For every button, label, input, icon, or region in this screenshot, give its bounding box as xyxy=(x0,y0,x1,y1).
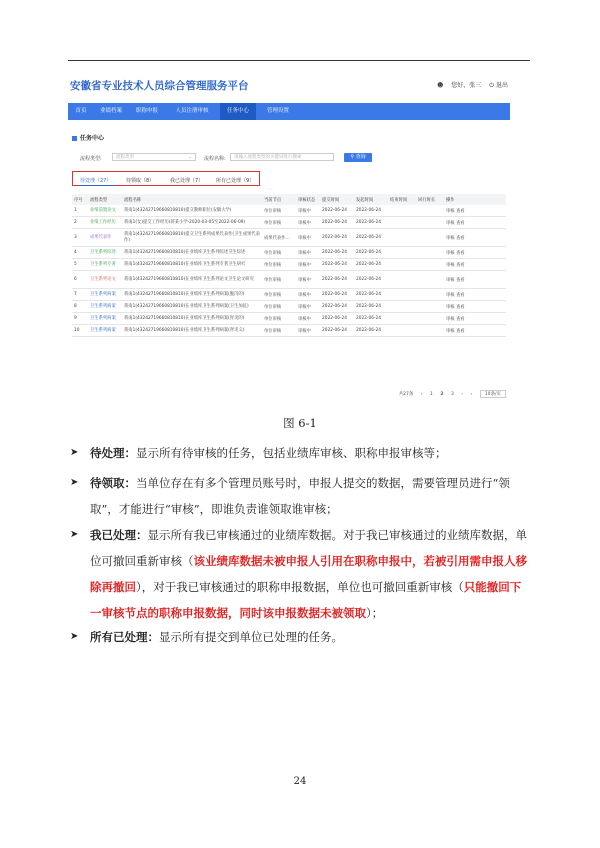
row-start-time: 2022-06-24 xyxy=(354,229,388,247)
page-1[interactable]: 1 xyxy=(430,392,433,397)
platform-title: 安徽省专业技术人员综合管理服务平台 xyxy=(70,80,249,92)
platform-screenshot xyxy=(68,70,510,402)
active-tab-underline xyxy=(80,185,115,186)
row-duration xyxy=(416,325,444,337)
row-no: 10 xyxy=(72,325,88,337)
col-actions: 操作 xyxy=(444,194,506,205)
row-no: 1 xyxy=(72,205,88,217)
header-rule xyxy=(68,60,530,61)
table-row xyxy=(72,217,506,229)
main-nav xyxy=(68,103,510,120)
row-end-time xyxy=(388,229,416,247)
prev-page-button[interactable]: ‹ xyxy=(420,392,423,397)
row-end-time xyxy=(388,325,416,337)
row-type: 卫生系列病案 xyxy=(88,313,122,325)
task-panel xyxy=(68,126,510,402)
row-submit-time: 2022-06-24 xyxy=(320,313,354,325)
table-row xyxy=(72,205,506,217)
row-node: 单位审核 xyxy=(262,217,296,229)
row-name: 蒋南1(43242719660810810)在业绩库卫生系列病案(肾炎义) xyxy=(122,325,262,337)
row-end-time xyxy=(388,271,416,289)
row-duration xyxy=(416,259,444,271)
type-select[interactable]: 流程类型 ⌄ xyxy=(112,153,196,161)
row-node: 单位审核 xyxy=(262,259,296,271)
table-row xyxy=(72,325,506,337)
arrow-bullet-icon: ➤ xyxy=(70,477,79,488)
row-status: 审核中 xyxy=(296,217,320,229)
col-type: 流程类型 xyxy=(88,194,122,205)
row-submit-time: 2022-06-24 xyxy=(320,289,354,301)
tab-to-claim[interactable]: 待领取（8） xyxy=(126,178,155,184)
row-duration xyxy=(416,301,444,313)
row-status: 审核中 xyxy=(296,229,320,247)
row-type: 卫生系列病案 xyxy=(88,301,122,313)
bullet-claim: ➤ 待领取：当单位存在有多个管理员账号时，申报人提交的数据，需要管理员进行“领取”，才能进行“审核”，即谁负责谁领取谁审核； xyxy=(70,470,530,522)
page-3[interactable]: 3 xyxy=(450,392,454,397)
table-header xyxy=(72,194,506,205)
row-submit-time: 2022-06-24 xyxy=(320,247,354,259)
col-node: 当前节点 xyxy=(262,194,296,205)
pagination xyxy=(393,390,506,398)
page-2[interactable]: 2 xyxy=(440,392,444,397)
row-name: 蒋南1(43242719660810810)在业绩库卫生系列综述卫生综述 xyxy=(122,247,262,259)
row-start-time: 2022-06-24 xyxy=(354,325,388,337)
row-no: 4 xyxy=(72,247,88,259)
bullet-pending: ➤ 待处理：显示所有待审核的任务，包括业绩库审核、职称申报审核等； xyxy=(70,440,530,466)
row-duration xyxy=(416,229,444,247)
row-status: 审核中 xyxy=(296,205,320,217)
nav-settings[interactable]: 管理设置 xyxy=(266,108,289,114)
tab-pending[interactable]: 待处理（27） xyxy=(80,178,112,184)
col-end: 结束时间 xyxy=(388,194,416,205)
row-submit-time: 2022-06-24 xyxy=(320,301,354,313)
table-row xyxy=(72,247,506,259)
col-submit: 提交时间 xyxy=(320,194,354,205)
row-type: 卫生系列论文 xyxy=(88,271,122,289)
row-submit-time: 2022-06-24 xyxy=(320,217,354,229)
row-submit-time: 2022-06-24 xyxy=(320,325,354,337)
next-page-button[interactable]: › xyxy=(461,392,464,397)
row-submit-time: 2022-06-24 xyxy=(320,271,354,289)
row-actions[interactable]: 审核 查看 xyxy=(444,301,506,313)
row-start-time: 2022-06-24 xyxy=(354,247,388,259)
table-row xyxy=(72,259,506,271)
row-status: 审核中 xyxy=(296,289,320,301)
row-no: 9 xyxy=(72,313,88,325)
row-end-time xyxy=(388,247,416,259)
row-type: 成果代表作 xyxy=(88,229,122,247)
bullet-my-processed: ➤ 我已处理：显示所有我已审核通过的业绩库数据。对于我已审核通过的业绩库数据，单位可撤回重新审核（该业绩库数据未被申报人引用在职称申报中，若被引用需申报人移除再撤回），对于我已审核通过的职称申报数据，单位也可撤回重新审核（只能撤回下一审核节点的职称申报数据，同时该申报数据未被领取）； xyxy=(70,522,530,626)
row-name: 蒋南1(43242719660810810)提交教师职位(安徽大学) xyxy=(122,205,262,217)
row-end-time xyxy=(388,217,416,229)
nav-task-center[interactable]: 任务中心 xyxy=(220,103,256,120)
row-end-time xyxy=(388,259,416,271)
row-start-time: 2022-06-24 xyxy=(354,313,388,325)
col-duration: 回行时长 xyxy=(416,194,444,205)
row-actions[interactable]: 审核 查看 xyxy=(444,259,506,271)
nav-register-review[interactable]: 人员注册审核 xyxy=(175,108,209,114)
tab-my-processed[interactable]: 我已处理（7） xyxy=(170,178,204,184)
row-name: 蒋南1(43242719660810810)在业绩库卫生系列论文卫生论文研究 xyxy=(122,271,262,289)
page-size-select[interactable]: 10条/页 xyxy=(480,390,506,398)
panel-title: 任务中心 xyxy=(72,133,104,142)
row-type: 业绩前置论文 xyxy=(88,205,122,217)
col-status: 审核状态 xyxy=(296,194,320,205)
name-search-input[interactable]: 请输入流程类型的关键词进行搜索 xyxy=(230,153,334,161)
chevron-down-icon: ⌄ xyxy=(188,155,192,160)
row-end-time xyxy=(388,205,416,217)
row-name: 蒋南1(43242719660810810)提交卫生系列成果代表作(卫生成果代表作) xyxy=(122,229,262,247)
row-duration xyxy=(416,289,444,301)
table-body xyxy=(72,205,506,337)
nav-archive[interactable]: 业绩档案 xyxy=(99,108,122,114)
user-area xyxy=(431,80,508,90)
row-actions[interactable]: 审核 查看 xyxy=(444,325,506,337)
row-submit-time: 2022-06-24 xyxy=(320,205,354,217)
total-count: 共27条 xyxy=(398,392,414,397)
row-start-time: 2022-06-24 xyxy=(354,301,388,313)
arrow-bullet-icon: ➤ xyxy=(70,631,79,642)
row-submit-time: 2022-06-24 xyxy=(320,229,354,247)
row-no: 5 xyxy=(72,259,88,271)
row-no: 3 xyxy=(72,229,88,247)
row-name: 蒋南1(女)提交工作经历(蒋某小学-2020-03-05至2022-06-09) xyxy=(122,217,262,229)
row-node: 单位审核 xyxy=(262,289,296,301)
row-node: 单位审核 xyxy=(262,325,296,337)
row-no: 6 xyxy=(72,271,88,289)
table-row xyxy=(72,271,506,289)
table-row xyxy=(72,313,506,325)
row-actions[interactable]: 审核 查看 xyxy=(444,205,506,217)
row-start-time: 2022-06-24 xyxy=(354,259,388,271)
row-status: 审核中 xyxy=(296,313,320,325)
row-actions[interactable]: 审核 查看 xyxy=(444,229,506,247)
arrow-bullet-icon: ➤ xyxy=(70,447,79,458)
row-actions[interactable]: 审核 查看 xyxy=(444,247,506,259)
row-duration xyxy=(416,205,444,217)
nav-title-apply[interactable]: 职称申报 xyxy=(135,108,158,114)
row-end-time xyxy=(388,289,416,301)
bullet-all-processed: ➤ 所有已处理：显示所有提交到单位已处理的任务。 xyxy=(70,624,530,650)
row-actions[interactable]: 审核 查看 xyxy=(444,271,506,289)
row-type: 卫生系列病案 xyxy=(88,325,122,337)
row-start-time: 2022-06-24 xyxy=(354,289,388,301)
row-duration xyxy=(416,313,444,325)
row-type: 卫生系列专著 xyxy=(88,259,122,271)
page-number: 24 xyxy=(293,776,307,787)
row-node: 单位审核 xyxy=(262,247,296,259)
logout-icon[interactable]: ⏻ xyxy=(489,82,494,89)
row-start-time: 2022-06-24 xyxy=(354,217,388,229)
row-end-time xyxy=(388,313,416,325)
query-button[interactable]: ⚲ 查询 xyxy=(344,153,372,162)
last-page-button[interactable]: › xyxy=(470,392,473,397)
row-duration xyxy=(416,271,444,289)
row-start-time: 2022-06-24 xyxy=(354,271,388,289)
row-type: 卫生系列综述 xyxy=(88,247,122,259)
row-node: 单位审核 xyxy=(262,301,296,313)
figure-caption: 图 6-1 xyxy=(283,416,317,430)
row-type: 卫生系列病案 xyxy=(88,289,122,301)
col-no: 序号 xyxy=(72,194,88,205)
row-duration xyxy=(416,217,444,229)
col-name: 流程名称 xyxy=(122,194,262,205)
table-row xyxy=(72,301,506,313)
row-status: 审核中 xyxy=(296,247,320,259)
row-node: 单位审核 xyxy=(262,205,296,217)
row-status: 审核中 xyxy=(296,271,320,289)
row-actions[interactable]: 审核 查看 xyxy=(444,313,506,325)
logout-link[interactable]: 退出 xyxy=(495,82,508,89)
row-start-time: 2022-06-24 xyxy=(354,205,388,217)
row-no: 7 xyxy=(72,289,88,301)
name-label: 流程名称: xyxy=(204,156,226,162)
row-node: 单位审核 xyxy=(262,313,296,325)
row-end-time xyxy=(388,301,416,313)
row-submit-time: 2022-06-24 xyxy=(320,259,354,271)
row-name: 蒋南1(43242719660810810)在业绩库卫生系列病案(腹泻的) xyxy=(122,289,262,301)
row-actions[interactable]: 审核 查看 xyxy=(444,289,506,301)
table-row xyxy=(72,229,506,247)
row-name: 蒋南1(43242719660810810)在业绩库卫生系列病案(胃炎的) xyxy=(122,313,262,325)
nav-home[interactable]: 首页 xyxy=(75,108,87,114)
row-name: 蒋南1(43242719660810810)在业绩库卫生系列专著卫生研究 xyxy=(122,259,262,271)
row-node: 单位审核 xyxy=(262,271,296,289)
row-status: 审核中 xyxy=(296,325,320,337)
row-status: 审核中 xyxy=(296,301,320,313)
row-actions[interactable]: 审核 查看 xyxy=(444,217,506,229)
row-node: 成果代表作... xyxy=(262,229,296,247)
search-icon: ⚲ xyxy=(350,154,355,160)
task-icon xyxy=(72,136,77,141)
row-name: 蒋南1(43242719660810810)在业绩库卫生系列病案(卫生加征) xyxy=(122,301,262,313)
row-no: 2 xyxy=(72,217,88,229)
row-duration xyxy=(416,247,444,259)
col-start: 发起时间 xyxy=(354,194,388,205)
arrow-bullet-icon: ➤ xyxy=(70,529,79,540)
row-type: 业绩工作经历 xyxy=(88,217,122,229)
row-status: 审核中 xyxy=(296,259,320,271)
user-greeting: 您好，张三 xyxy=(451,82,482,89)
type-label: 流程类型: xyxy=(80,156,102,162)
table-row xyxy=(72,289,506,301)
tab-all-processed[interactable]: 所有已处理（9） xyxy=(216,178,255,184)
task-table xyxy=(72,194,506,337)
row-no: 8 xyxy=(72,301,88,313)
user-icon: ☻ xyxy=(437,82,444,89)
